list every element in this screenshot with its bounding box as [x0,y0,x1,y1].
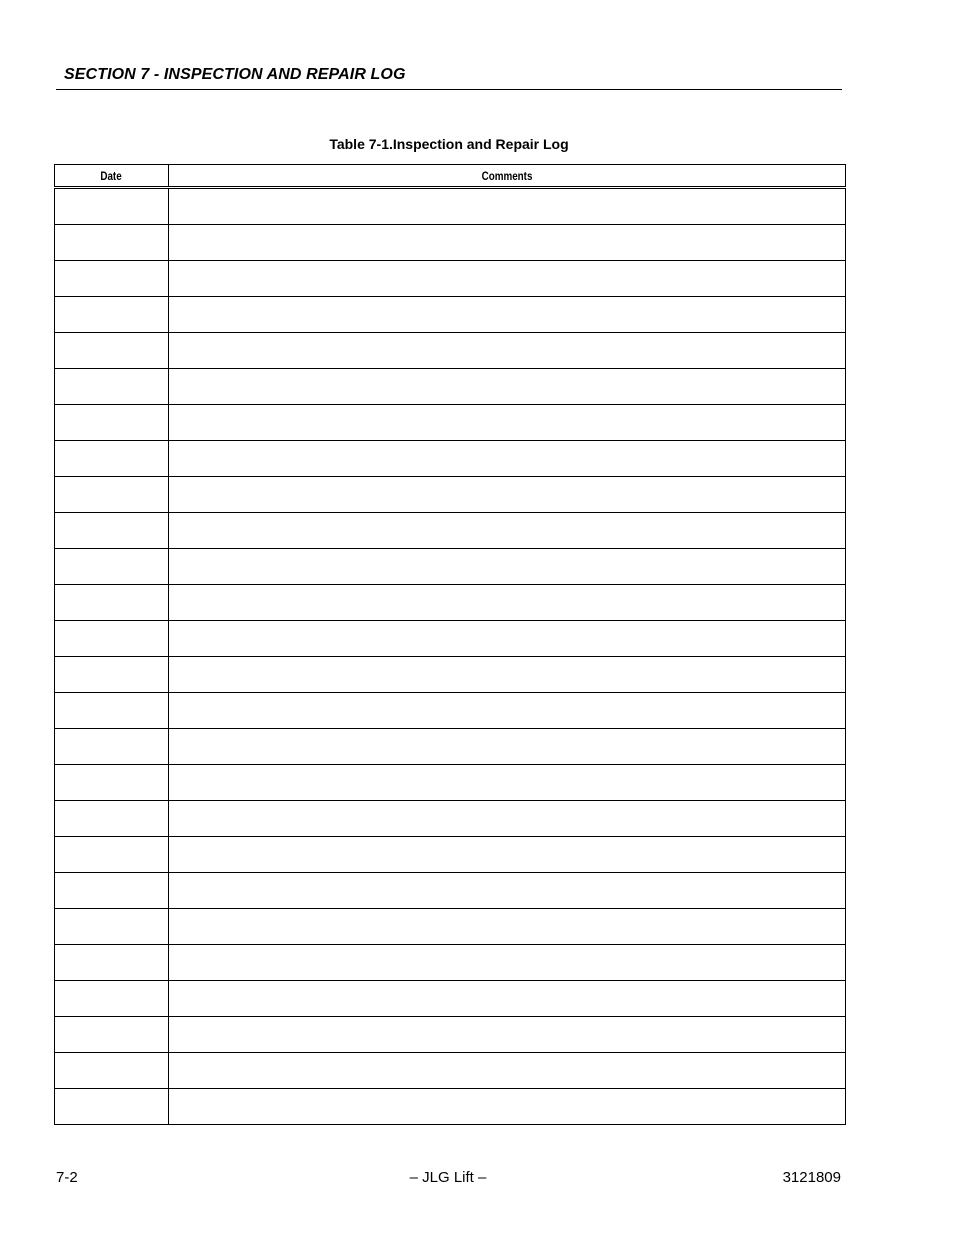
date-cell[interactable] [55,549,169,585]
comments-cell[interactable] [169,513,846,549]
inspection-repair-log-table [54,164,846,1125]
table-row [55,549,846,585]
date-cell[interactable] [55,513,169,549]
date-cell[interactable] [55,188,169,225]
date-cell[interactable] [55,333,169,369]
table-row [55,729,846,765]
date-cell[interactable] [55,693,169,729]
comments-cell[interactable] [169,188,846,225]
comments-cell[interactable] [169,945,846,981]
comments-cell[interactable] [169,1089,846,1125]
page-number: 7-2 [56,1169,78,1186]
comments-cell[interactable] [169,261,846,297]
table-row [55,405,846,441]
table-row [55,945,846,981]
table-caption: Table 7-1.Inspection and Repair Log [329,136,569,152]
table-row [55,693,846,729]
document-number: 3121809 [782,1169,841,1186]
table-row [55,1089,846,1125]
date-cell[interactable] [55,909,169,945]
section-title: SECTION 7 - INSPECTION AND REPAIR LOG [64,66,406,83]
date-cell[interactable] [55,1089,169,1125]
comments-cell[interactable] [169,369,846,405]
date-cell[interactable] [55,441,169,477]
table-row [55,909,846,945]
comments-cell[interactable] [169,765,846,801]
date-cell[interactable] [55,297,169,333]
comments-cell[interactable] [169,585,846,621]
table-row [55,261,846,297]
table-row [55,837,846,873]
comments-cell[interactable] [169,225,846,261]
table-row [55,369,846,405]
date-cell[interactable] [55,225,169,261]
table-row [55,225,846,261]
date-cell[interactable] [55,801,169,837]
comments-cell[interactable] [169,657,846,693]
date-cell[interactable] [55,369,169,405]
date-cell[interactable] [55,585,169,621]
date-cell[interactable] [55,945,169,981]
column-header-comments: Comments [169,165,846,188]
comments-cell[interactable] [169,441,846,477]
comments-cell[interactable] [169,1053,846,1089]
table-row [55,621,846,657]
table-row [55,1053,846,1089]
date-cell[interactable] [55,729,169,765]
comments-cell[interactable] [169,1017,846,1053]
column-header-date: Date [55,165,169,188]
table-row [55,477,846,513]
comments-cell[interactable] [169,729,846,765]
table-row [55,765,846,801]
comments-cell[interactable] [169,801,846,837]
date-cell[interactable] [55,657,169,693]
table-row [55,188,846,225]
comments-cell[interactable] [169,621,846,657]
date-cell[interactable] [55,837,169,873]
header-divider [56,89,842,90]
table-row [55,441,846,477]
table-row [55,297,846,333]
date-cell[interactable] [55,873,169,909]
comments-cell[interactable] [169,477,846,513]
table-row [55,585,846,621]
date-cell[interactable] [55,1053,169,1089]
table-header-row [55,165,846,188]
comments-cell[interactable] [169,981,846,1017]
comments-cell[interactable] [169,333,846,369]
comments-cell[interactable] [169,873,846,909]
comments-cell[interactable] [169,909,846,945]
table-row [55,1017,846,1053]
comments-cell[interactable] [169,693,846,729]
comments-cell[interactable] [169,837,846,873]
table-row [55,981,846,1017]
table-body [55,188,846,1125]
date-cell[interactable] [55,261,169,297]
date-cell[interactable] [55,981,169,1017]
comments-cell[interactable] [169,405,846,441]
table-row [55,513,846,549]
date-cell[interactable] [55,1017,169,1053]
footer-brand: – JLG Lift – [409,1169,487,1186]
date-cell[interactable] [55,765,169,801]
table-row [55,801,846,837]
date-cell[interactable] [55,477,169,513]
date-cell[interactable] [55,405,169,441]
table-row [55,333,846,369]
table-row [55,873,846,909]
comments-cell[interactable] [169,549,846,585]
date-cell[interactable] [55,621,169,657]
comments-cell[interactable] [169,297,846,333]
table-row [55,657,846,693]
